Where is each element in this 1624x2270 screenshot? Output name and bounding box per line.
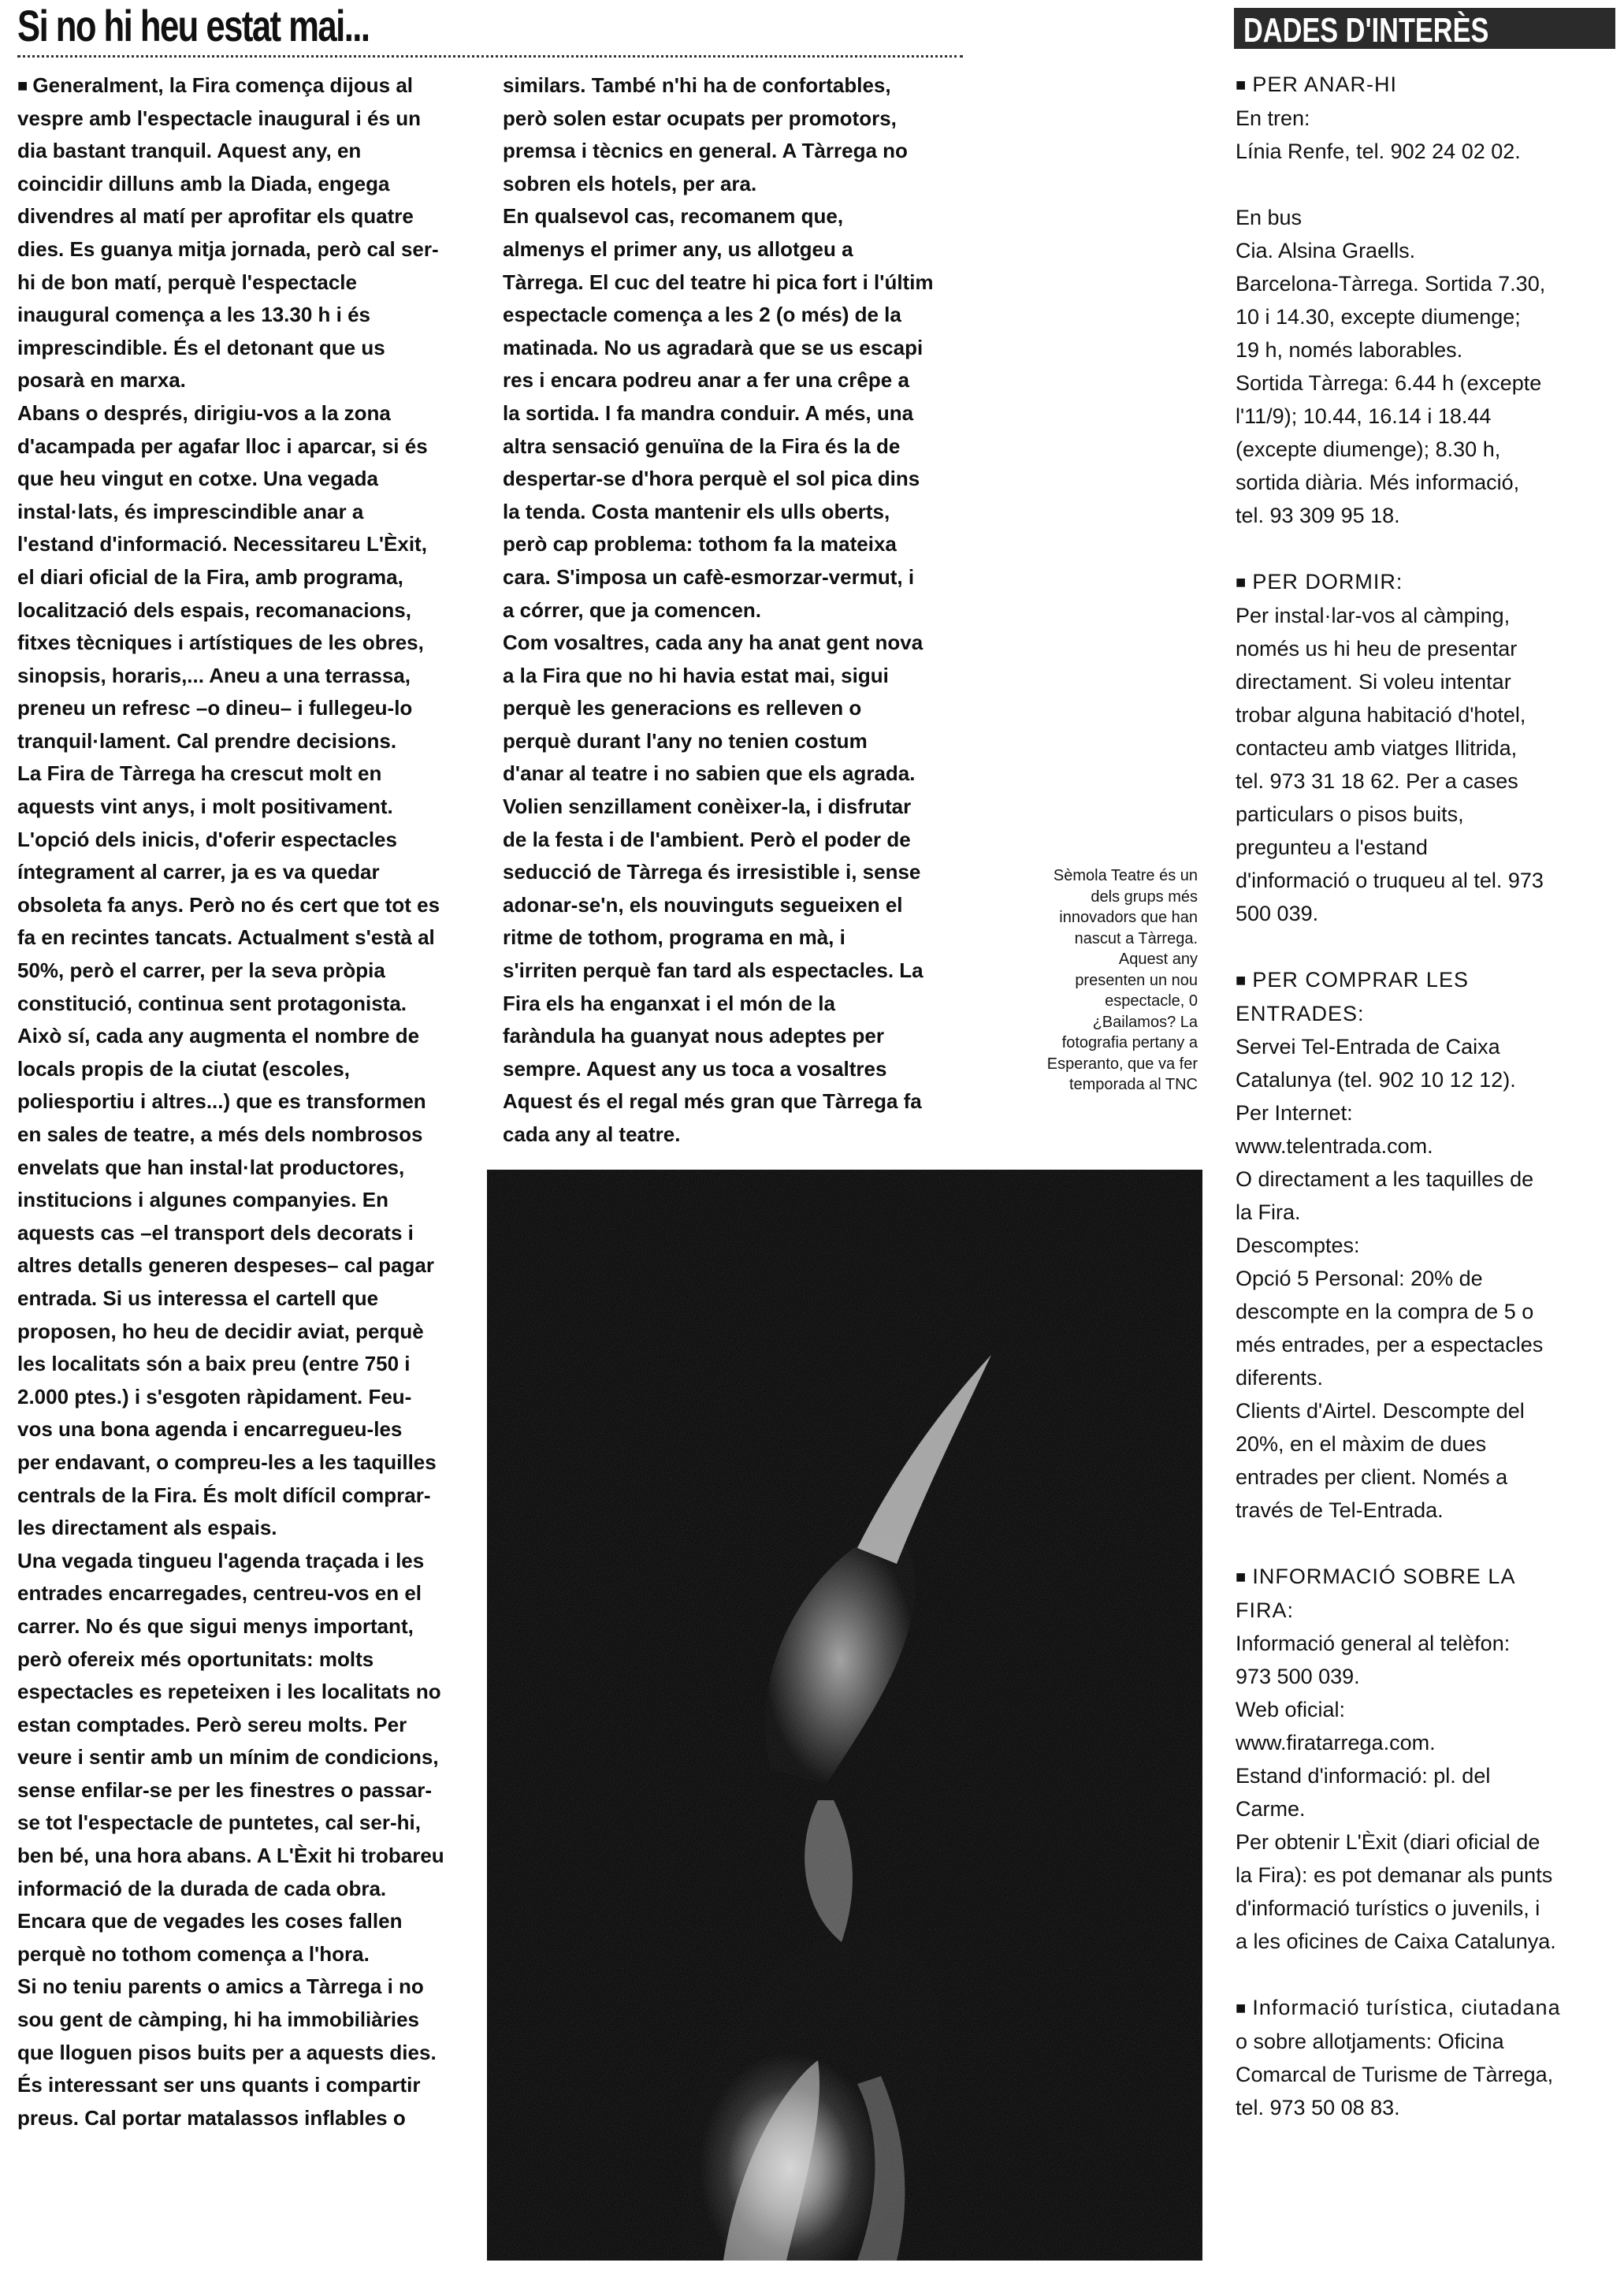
info-section-title (1236, 1560, 1606, 1594)
article-line (503, 430, 983, 463)
info-section-title (1236, 565, 1606, 599)
article-line (17, 2102, 490, 2135)
article-line (17, 757, 490, 791)
article-line (503, 988, 983, 1021)
info-line: través de Tel-Entrada. (1236, 1498, 1444, 1522)
article-line (17, 397, 490, 430)
info-section-title-text: PER DORMIR: (1252, 570, 1403, 594)
sidebar-header (1234, 8, 1615, 49)
info-section-title (1236, 963, 1606, 997)
article-line (503, 135, 983, 168)
article-line-text: espectacle comença a les 2 (o més) de la (503, 303, 901, 327)
article-line-text: L'opció dels inicis, d'oferir espectacles (17, 827, 397, 851)
info-line: Per Internet: (1236, 1101, 1353, 1125)
info-line: Opció 5 Personal: 20% de (1236, 1267, 1483, 1290)
info-section (1236, 68, 1606, 532)
article-line-text: entrades encarregades, centreu-vos en el (17, 1581, 422, 1606)
caption-line (991, 1074, 1198, 1096)
caption-line (991, 991, 1198, 1012)
article-line (503, 889, 983, 922)
headline: Si no hi heu estat mai... (17, 1, 370, 50)
article-line-text: Tàrrega. El cuc del teatre hi pica fort i l'últim (503, 270, 934, 294)
info-line: més entrades, per a espectacles (1236, 1333, 1544, 1356)
article-line-text: però ofereix més oportunitats: molts (17, 1647, 374, 1671)
article-line (17, 200, 490, 233)
article-line-text: però solen estar ocupats per promotors, (503, 106, 897, 130)
article-line (17, 1577, 490, 1610)
article-line-text: les localitats són a baix preu (entre 750 i (17, 1352, 411, 1376)
article-line (503, 463, 983, 496)
info-line: 500 039. (1236, 902, 1319, 925)
article-line (17, 1479, 490, 1513)
article-line-text: perquè durant l'any no tenien costum (503, 728, 868, 753)
article-line-text: sobren els hotels, per ara. (503, 171, 757, 195)
article-line-text: faràndula ha guanyat nous adeptes per (503, 1024, 884, 1048)
info-section (1236, 565, 1606, 930)
article-line-text: d'anar al teatre i no sabien que els agrada. (503, 761, 916, 786)
article-line-text: sense enfilar-se per les finestres o passar- (17, 1777, 433, 1802)
article-line (503, 561, 983, 594)
caption-line (991, 928, 1198, 950)
article-line-text: Abans o després, dirigiu-vos a la zona (17, 400, 391, 425)
article-line-text: perquè no tothom comença a l'hora. (17, 1941, 370, 1966)
info-line: tel. 973 50 08 83. (1236, 2096, 1400, 2119)
info-line: 973 500 039. (1236, 1665, 1360, 1688)
article-line-text: a la Fira que no hi havia estat mai, sigui (503, 663, 889, 687)
article-line (17, 856, 490, 889)
article-line-text: És interessant ser uns quants i compartir (17, 2073, 421, 2097)
info-line: Línia Renfe, tel. 902 24 02 02. (1236, 140, 1521, 163)
article-line-text: localització dels espais, recomanacions, (17, 597, 411, 622)
article-line-text: ritme de tothom, programa en mà, i (503, 925, 845, 950)
info-line: Clients d'Airtel. Descompte del (1236, 1399, 1525, 1423)
article-line (17, 1807, 490, 1840)
article-line (503, 1053, 983, 1086)
article-line (503, 496, 983, 529)
article-line-text: fa en recintes tancats. Actualment s'està al (17, 925, 435, 950)
article-line (503, 921, 983, 955)
article-line (17, 496, 490, 529)
article-line-text: Generalment, la Fira comença dijous al (32, 73, 414, 97)
article-line-text: fitxes tècniques i artístiques de les obres, (17, 631, 424, 655)
article-line (17, 2004, 490, 2037)
info-section-title (1236, 1991, 1606, 2025)
caption-line (991, 970, 1198, 992)
caption-line-text: espectacle, 0 (1105, 992, 1198, 1010)
info-line (1236, 168, 1606, 201)
info-line: descompte en la compra de 5 o (1236, 1300, 1534, 1323)
article-line-text: seducció de Tàrrega és irresistible i, sense (503, 860, 921, 884)
info-line: sortida diària. Més informació, (1236, 471, 1520, 494)
article-line-text: Una vegada tingueu l'agenda traçada i les (17, 1548, 425, 1572)
article-line (503, 627, 983, 660)
caption-line (991, 1054, 1198, 1075)
article-line-text: Si no teniu parents o amics a Tàrrega i no (17, 1974, 424, 1999)
article-line-text: que heu vingut en cotxe. Una vegada (17, 467, 378, 491)
article-line (17, 725, 490, 758)
article-line-text: 2.000 ptes.) i s'esgoten ràpidament. Feu- (17, 1384, 412, 1409)
article-line-text: Això sí, cada any augmenta el nombre de (17, 1024, 420, 1048)
article-line-text: res i encara podreu anar a fer una crêpe a (503, 368, 909, 393)
article-line-text: matinada. No us agradarà que se us escapi (503, 335, 923, 359)
article-line-text: Encara que de vegades les coses fallen (17, 1909, 403, 1933)
article-line-text: cara. S'imposa un cafè-esmorzar-vermut, i (503, 564, 915, 589)
article-line-text: Aquest és el regal més gran que Tàrrega fa (503, 1089, 922, 1114)
article-line (17, 1774, 490, 1807)
article-line-text: entrada. Si us interessa el cartell que (17, 1286, 379, 1310)
article-line (503, 692, 983, 725)
article-line (503, 364, 983, 397)
article-line-text: altra sensació genuïna de la Fira és la de (503, 434, 901, 458)
info-line: Servei Tel-Entrada de Caixa (1236, 1035, 1500, 1059)
info-section-title-text: INFORMACIÓ SOBRE LA (1252, 1565, 1516, 1588)
article-line (17, 1118, 490, 1152)
article-line-text: premsa i tècnics en general. A Tàrrega no (503, 139, 908, 163)
article-line (503, 725, 983, 758)
article-line (17, 627, 490, 660)
article-line-text: Com vosaltres, cada any ha anat gent nova (503, 631, 923, 655)
info-line: Informació general al telèfon: (1236, 1632, 1511, 1655)
article-line-text: Volien senzillament conèixer-la, i disfrutar (503, 794, 912, 819)
article-line (503, 1085, 983, 1118)
article-column-2 (503, 69, 983, 1152)
article-line (503, 1020, 983, 1053)
article-line-text: despertar-se d'hora perquè el sol pica dins (503, 467, 920, 491)
article-column-1 (17, 69, 490, 2134)
caption-line-text: nascut a Tàrrega. (1074, 929, 1198, 947)
info-line: www.telentrada.com. (1236, 1134, 1433, 1158)
section-marker-icon: ■ (17, 76, 33, 95)
article-line (17, 168, 490, 201)
article-line-text: però cap problema: tothom fa la mateixa (503, 532, 897, 556)
article-line (503, 1118, 983, 1152)
article-line-text: carrer. No és que sigui menys important, (17, 1613, 414, 1638)
info-line: o sobre allotjaments: Oficina (1236, 2030, 1504, 2053)
article-line (17, 1512, 490, 1545)
section-marker-icon: ■ (1236, 970, 1253, 990)
article-line (17, 528, 490, 561)
info-section (1236, 963, 1606, 1527)
info-line: En bus (1236, 206, 1303, 229)
article-line (17, 1053, 490, 1086)
article-line (17, 102, 490, 136)
article-line (503, 299, 983, 332)
article-line (17, 561, 490, 594)
info-section-title-text: PER COMPRAR LES (1252, 968, 1469, 992)
article-line-text: sinopsis, horaris,... Aneu a una terrassa, (17, 663, 411, 687)
info-line: tel. 93 309 95 18. (1236, 504, 1400, 527)
article-line-text: envelats que han instal·lat productores, (17, 1155, 405, 1179)
article-line-text: estan comptades. Però sereu molts. Per (17, 1712, 407, 1736)
article-line (503, 200, 983, 233)
sidebar-info (1236, 68, 1606, 2124)
article-line-text: preneu un refresc –o dineu– i fullegeu-lo (17, 696, 413, 720)
article-line (17, 69, 490, 102)
article-line-text: almenys el primer any, us allotgeu a (503, 236, 853, 261)
info-line: 10 i 14.30, excepte diumenge; (1236, 305, 1521, 329)
section-marker-icon: ■ (1236, 1998, 1253, 2018)
article-line (17, 1282, 490, 1315)
info-line: Catalunya (tel. 902 10 12 12). (1236, 1068, 1516, 1092)
article-line (17, 364, 490, 397)
article-line-text: poliesportiu i altres...) que es transformen (17, 1089, 426, 1114)
article-line-text: perquè les generacions es relleven o (503, 696, 862, 720)
article-line (17, 1643, 490, 1676)
article-line (17, 1315, 490, 1349)
article-line-text: veure i sentir amb un mínim de condicions, (17, 1745, 439, 1769)
article-line (17, 299, 490, 332)
article-line (503, 69, 983, 102)
article-line-text: en sales de teatre, a més dels nombrosos (17, 1122, 423, 1146)
article-line (17, 1938, 490, 1971)
caption-line (991, 1012, 1198, 1033)
article-line (17, 889, 490, 922)
article-line-text: el diari oficial de la Fira, amb programa, (17, 564, 403, 589)
info-line: (excepte diumenge); 8.30 h, (1236, 437, 1501, 461)
caption-line-text: Sèmola Teatre és un (1053, 867, 1198, 884)
info-section-title (1236, 68, 1606, 102)
article-line (17, 1348, 490, 1381)
article-line-text: de la festa i de l'ambient. Però el poder de (503, 827, 911, 851)
info-line: diferents. (1236, 1366, 1324, 1390)
article-line (17, 1217, 490, 1250)
section-marker-icon: ■ (1236, 1567, 1253, 1587)
article-line (17, 1545, 490, 1578)
info-line: Per obtenir L'Èxit (diari oficial de (1236, 1830, 1540, 1854)
article-line-text: tranquil·lament. Cal prendre decisions. (17, 728, 397, 753)
info-line: pregunteu a l'estand (1236, 835, 1428, 859)
article-line (503, 824, 983, 857)
article-line (17, 1970, 490, 2004)
article-line (503, 102, 983, 136)
article-line (503, 528, 983, 561)
caption-line (991, 865, 1198, 887)
article-line-text: adonar-se'n, els nouvinguts segueixen el (503, 892, 903, 917)
headline-rule (17, 55, 963, 58)
info-section-title-text: Informació turística, ciutadana (1252, 1996, 1561, 2019)
info-line: Sortida Tàrrega: 6.44 h (excepte (1236, 371, 1542, 395)
info-line: O directament a les taquilles de (1236, 1167, 1534, 1191)
article-line (17, 791, 490, 824)
article-line-text: Fira els ha enganxat i el món de la (503, 991, 835, 1015)
article-line-text: ben bé, una hora abans. A L'Èxit hi trobareu (17, 1844, 444, 1868)
article-line (17, 1610, 490, 1643)
caption-line (991, 887, 1198, 908)
article-line (17, 692, 490, 725)
info-line: entrades per client. Només a (1236, 1465, 1508, 1489)
article-line (17, 1152, 490, 1185)
article-line (503, 594, 983, 627)
caption-line-text: Esperanto, que va fer (1046, 1055, 1198, 1073)
article-line (17, 1840, 490, 1873)
article-line-text: l'estand d'informació. Necessitareu L'Èxit, (17, 532, 427, 556)
article-line (503, 856, 983, 889)
photo-image (487, 1170, 1202, 2261)
info-line: www.firatarrega.com. (1236, 1731, 1436, 1755)
section-marker-icon: ■ (1236, 572, 1253, 592)
info-section-title-text: PER ANAR-HI (1252, 73, 1397, 96)
sidebar-header-title: DADES D'INTERÈS (1243, 11, 1489, 50)
caption-line (991, 949, 1198, 970)
caption-line (991, 1033, 1198, 1054)
info-section (1236, 1991, 1606, 2124)
info-line: 20%, en el màxim de dues (1236, 1432, 1487, 1456)
article-line-text: cada any al teatre. (503, 1122, 681, 1146)
article-line-text: similars. També n'hi ha de confortables, (503, 73, 891, 97)
article-line (17, 430, 490, 463)
article-line-text: constitució, continua sent protagonista. (17, 991, 407, 1015)
article-line-text: En qualsevol cas, recomanem que, (503, 204, 844, 229)
article-line (17, 1085, 490, 1118)
caption-line-text: ¿Bailamos? La (1092, 1013, 1198, 1031)
article-line-text: per endavant, o compreu-les a les taquilles (17, 1449, 437, 1474)
info-line: Comarcal de Turisme de Tàrrega, (1236, 2063, 1554, 2086)
article-line-text: hi de bon matí, perquè l'espectacle (17, 270, 357, 294)
article-line (17, 824, 490, 857)
article-line (17, 1709, 490, 1742)
article-line (503, 757, 983, 791)
article-line-text: La Fira de Tàrrega ha crescut molt en (17, 761, 382, 786)
info-line: la Fira): es pot demanar als punts (1236, 1863, 1553, 1887)
article-line-text: preus. Cal portar matalassos inflables o (17, 2105, 406, 2130)
article-line-text: institucions i algunes companyies. En (17, 1188, 388, 1212)
article-line-text: la sortida. I fa mandra conduir. A més, una (503, 400, 914, 425)
article-line (17, 921, 490, 955)
info-line: l'11/9); 10.44, 16.14 i 18.44 (1236, 404, 1492, 428)
article-line-text: proposen, ho heu de decidir aviat, perquè (17, 1319, 424, 1343)
article-line (17, 266, 490, 300)
info-line: Carme. (1236, 1797, 1306, 1821)
info-line: a les oficines de Caixa Catalunya. (1236, 1930, 1556, 1953)
info-section-title-cont: ENTRADES: (1236, 1002, 1365, 1025)
article-line-text: íntegrament al carrer, ja es va quedar (17, 860, 380, 884)
article-line (17, 988, 490, 1021)
caption-line-text: innovadors que han (1059, 909, 1198, 926)
info-line: Cia. Alsina Graells. (1236, 239, 1416, 262)
article-line-text: coincidir dilluns amb la Diada, engega (17, 171, 390, 195)
article-line-text: altres detalls generen despeses– cal pagar (17, 1253, 434, 1278)
article-line (503, 955, 983, 988)
article-line-text: 50%, però el carrer, per la seva pròpia (17, 958, 385, 983)
article-line-text: aquests cas –el transport dels decorats i (17, 1220, 414, 1245)
info-line: 19 h, només laborables. (1236, 338, 1463, 362)
article-line (17, 2069, 490, 2102)
photo-caption (991, 865, 1198, 1096)
article-line (503, 266, 983, 300)
info-line: trobar alguna habitació d'hotel, (1236, 703, 1526, 727)
info-line: directament. Si voleu intentar (1236, 670, 1511, 694)
article-line (17, 1249, 490, 1282)
performer-photo (487, 1170, 1202, 2261)
info-line: d'informació turístics o juvenils, i (1236, 1896, 1540, 1920)
article-line (17, 1446, 490, 1479)
article-line-text: la tenda. Costa mantenir els ulls oberts, (503, 499, 890, 523)
article-line-text: obsoleta fa anys. Però no és cert que tot es (17, 892, 440, 917)
info-line: tel. 973 31 18 62. Per a cases (1236, 769, 1518, 793)
article-line-text: les directament als espais. (17, 1516, 277, 1540)
info-section-title-cont: FIRA: (1236, 1598, 1295, 1622)
article-line-text: divendres al matí per aprofitar els quatre (17, 204, 414, 229)
info-line: Per instal·lar-vos al càmping, (1236, 604, 1511, 627)
caption-line-text: dels grups més (1091, 888, 1198, 906)
article-line-text: s'irriten perquè fan tard als espectacles. La (503, 958, 923, 983)
article-line-text: centrals de la Fira. És molt difícil comprar- (17, 1483, 431, 1507)
article-line-text: locals propis de la ciutat (escoles, (17, 1056, 350, 1081)
info-line: particulars o pisos buits, (1236, 802, 1464, 826)
article-line (17, 594, 490, 627)
caption-line-text: Aquest any (1118, 951, 1198, 968)
article-line-text: instal·lats, és imprescindible anar a (17, 499, 364, 523)
article-line (17, 1676, 490, 1709)
caption-line-text: fotografia pertany a (1061, 1034, 1198, 1051)
info-section (1236, 1560, 1606, 1958)
article-line (17, 233, 490, 266)
article-line (503, 660, 983, 693)
article-line (17, 1184, 490, 1217)
article-line-text: que lloguen pisos buits per a aquests dies. (17, 2040, 437, 2064)
info-line: Estand d'informació: pl. del (1236, 1764, 1491, 1788)
article-line (17, 660, 490, 693)
article-line-text: se tot l'espectacle de puntetes, cal ser-hi, (17, 1810, 421, 1835)
caption-line-text: presenten un nou (1075, 971, 1198, 989)
info-line: contacteu amb viatges Ilitrida, (1236, 736, 1518, 760)
article-line-text: sou gent de càmping, hi ha immobiliàries (17, 2008, 419, 2032)
article-line-text: a córrer, que ja comencen. (503, 597, 762, 622)
article-line (17, 1873, 490, 1906)
article-line-text: dies. Es guanya mitja jornada, però cal ser- (17, 236, 439, 261)
article-line-text: d'acampada per agafar lloc i aparcar, si és (17, 434, 428, 458)
article-line-text: sempre. Aquest any us toca a vosaltres (503, 1056, 887, 1081)
article-line (17, 955, 490, 988)
article-line (503, 233, 983, 266)
info-line: la Fira. (1236, 1200, 1301, 1224)
article-line (17, 332, 490, 365)
article-line (503, 332, 983, 365)
info-line: Web oficial: (1236, 1698, 1346, 1721)
info-line: En tren: (1236, 106, 1310, 130)
article-line-text: dia bastant tranquil. Aquest any, en (17, 139, 362, 163)
article-line (17, 1020, 490, 1053)
article-line (17, 1381, 490, 1414)
info-line: d'informació o truqueu al tel. 973 (1236, 869, 1544, 892)
article-line (503, 397, 983, 430)
article-line-text: posarà en marxa. (17, 368, 186, 393)
caption-line (991, 907, 1198, 928)
article-line (17, 2037, 490, 2070)
article-line-text: informació de la durada de cada obra. (17, 1876, 387, 1900)
article-line (17, 463, 490, 496)
info-line: Descomptes: (1236, 1234, 1360, 1257)
article-line (503, 168, 983, 201)
info-line: només us hi heu de presentar (1236, 637, 1518, 661)
article-line (17, 1741, 490, 1774)
article-line-text: imprescindible. És el detonant que us (17, 335, 385, 359)
article-line (503, 791, 983, 824)
article-line-text: inaugural comença a les 13.30 h i és (17, 303, 370, 327)
info-line: Barcelona-Tàrrega. Sortida 7.30, (1236, 272, 1546, 296)
article-line-text: vespre amb l'espectacle inaugural i és un (17, 106, 421, 130)
article-line-text: vos una bona agenda i encarregueu-les (17, 1417, 403, 1442)
article-line (17, 1905, 490, 1938)
article-line-text: aquests vint anys, i molt positivament. (17, 794, 393, 819)
caption-line-text: temporada al TNC (1068, 1076, 1198, 1093)
article-line (17, 1413, 490, 1446)
article-line-text: espectacles es repeteixen i les localitats no (17, 1680, 441, 1704)
article-line (17, 135, 490, 168)
section-marker-icon: ■ (1236, 75, 1253, 95)
